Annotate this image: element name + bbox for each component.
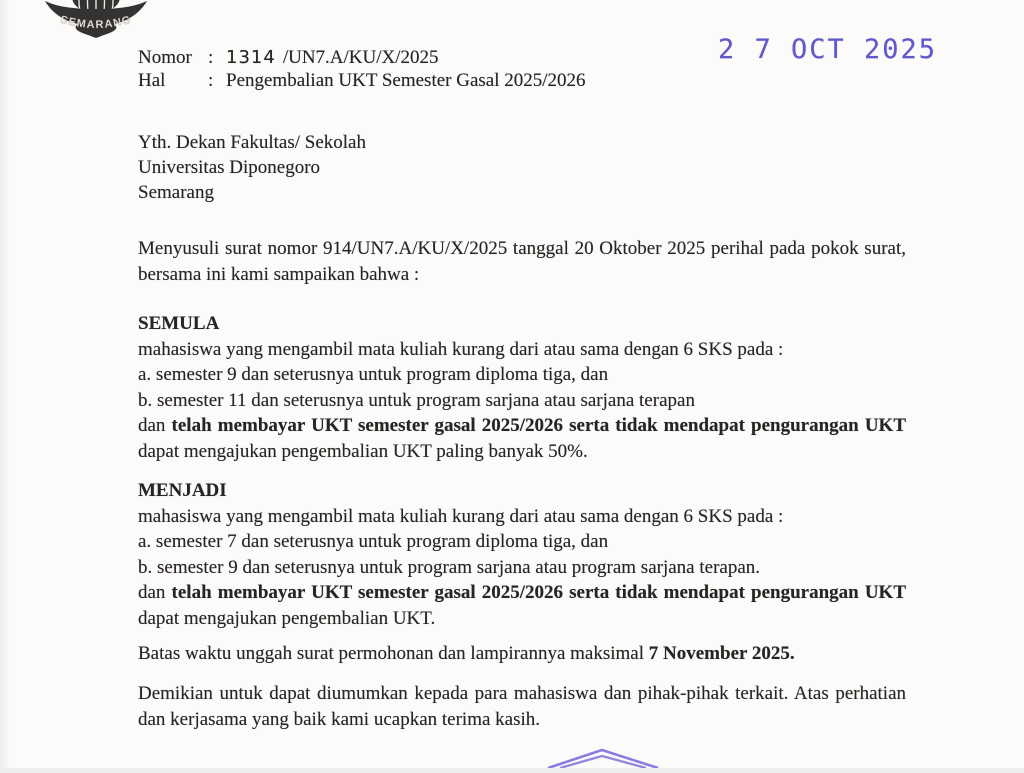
semula-closing-bold: telah membayar UKT semester gasal 2025/2026 serta tidak mendapat pengurangan UKT <box>171 415 907 436</box>
semula-closing-suffix: dapat mengajukan pengembalian UKT paling banyak 50%. <box>138 440 588 462</box>
menjadi-closing-prefix: dan <box>138 582 172 603</box>
menjadi-closing-bold: telah membayar UKT semester gasal 2025/2026 serta tidak mendapat pengurangan UKT <box>171 582 907 603</box>
subject-colon: : <box>208 70 214 91</box>
menjadi-intro: mahasiswa yang mengambil mata kuliah kurang dari atau sama dengan 6 SKS pada : <box>138 505 784 527</box>
semula-intro: mahasiswa yang mengambil mata kuliah kurang dari atau sama dengan 6 SKS pada : <box>138 338 784 360</box>
semula-item-a: a. semester 9 dan seterusnya untuk program diploma tiga, dan <box>138 364 609 385</box>
menjadi-closing <box>138 580 906 631</box>
deadline-prefix: Batas waktu unggah surat permohonan dan lampirannya maksimal <box>138 643 649 664</box>
semula-item-b: b. semester 11 dan seterusnya untuk program sarjana atau sarjana terapan <box>138 389 695 411</box>
menjadi-item-b: b. semester 9 dan seterusnya untuk program sarjana atau program sarjana terapan. <box>138 556 761 578</box>
number-colon: : <box>208 47 214 68</box>
university-seal-graphic <box>44 0 148 40</box>
deadline-line <box>138 641 906 667</box>
recipient-line-1: Yth. Dekan Fakultas/ Sekolah <box>138 132 366 153</box>
semula-closing-prefix: dan <box>138 415 172 436</box>
date-received-stamp: 2 7 OCT 2025 <box>718 34 938 65</box>
menjadi-heading: MENJADI <box>138 480 227 501</box>
menjadi-closing-suffix: dapat mengajukan pengembalian UKT. <box>138 607 436 629</box>
letter-number-block <box>138 46 586 92</box>
closing-paragraph: Demikian untuk dapat diumumkan kepada para mahasiswa dan pihak-pihak terkait. Atas perhatian dan kerjasama yang baik kami ucapkan terima kasih. <box>138 683 906 730</box>
semula-section <box>138 311 906 464</box>
recipient-line-2: Universitas Diponegoro <box>138 157 321 178</box>
semula-closing <box>138 413 906 464</box>
deadline-date: 7 November 2025. <box>648 643 795 664</box>
letter-number-line <box>138 46 586 69</box>
handwritten-number: 1314 <box>226 47 276 68</box>
number-value <box>226 46 439 69</box>
menjadi-item-a: a. semester 7 dan seterusnya untuk program diploma tiga, dan <box>138 531 609 552</box>
recipient-line-3: Semarang <box>138 182 214 203</box>
esignature-chevron-icon <box>540 748 666 768</box>
opening-paragraph: Menyusuli surat nomor 914/UN7.A/KU/X/2025 tanggal 20 Oktober 2025 perihal pada pokok surat, bersama ini kami sampaikan bahwa : <box>138 238 906 285</box>
semula-heading: SEMULA <box>138 313 220 334</box>
subject-value: Pengembalian UKT Semester Gasal 2025/2026 <box>226 70 586 91</box>
seal-city-text: SEMARANG <box>58 13 134 32</box>
recipient-block <box>138 130 366 205</box>
menjadi-section <box>138 478 906 631</box>
number-suffix: /UN7.A/KU/X/2025 <box>282 47 439 68</box>
letter-subject-line <box>138 69 586 92</box>
number-label: Nomor <box>138 47 192 68</box>
subject-label: Hal <box>138 70 166 91</box>
university-seal-logo <box>44 0 148 40</box>
